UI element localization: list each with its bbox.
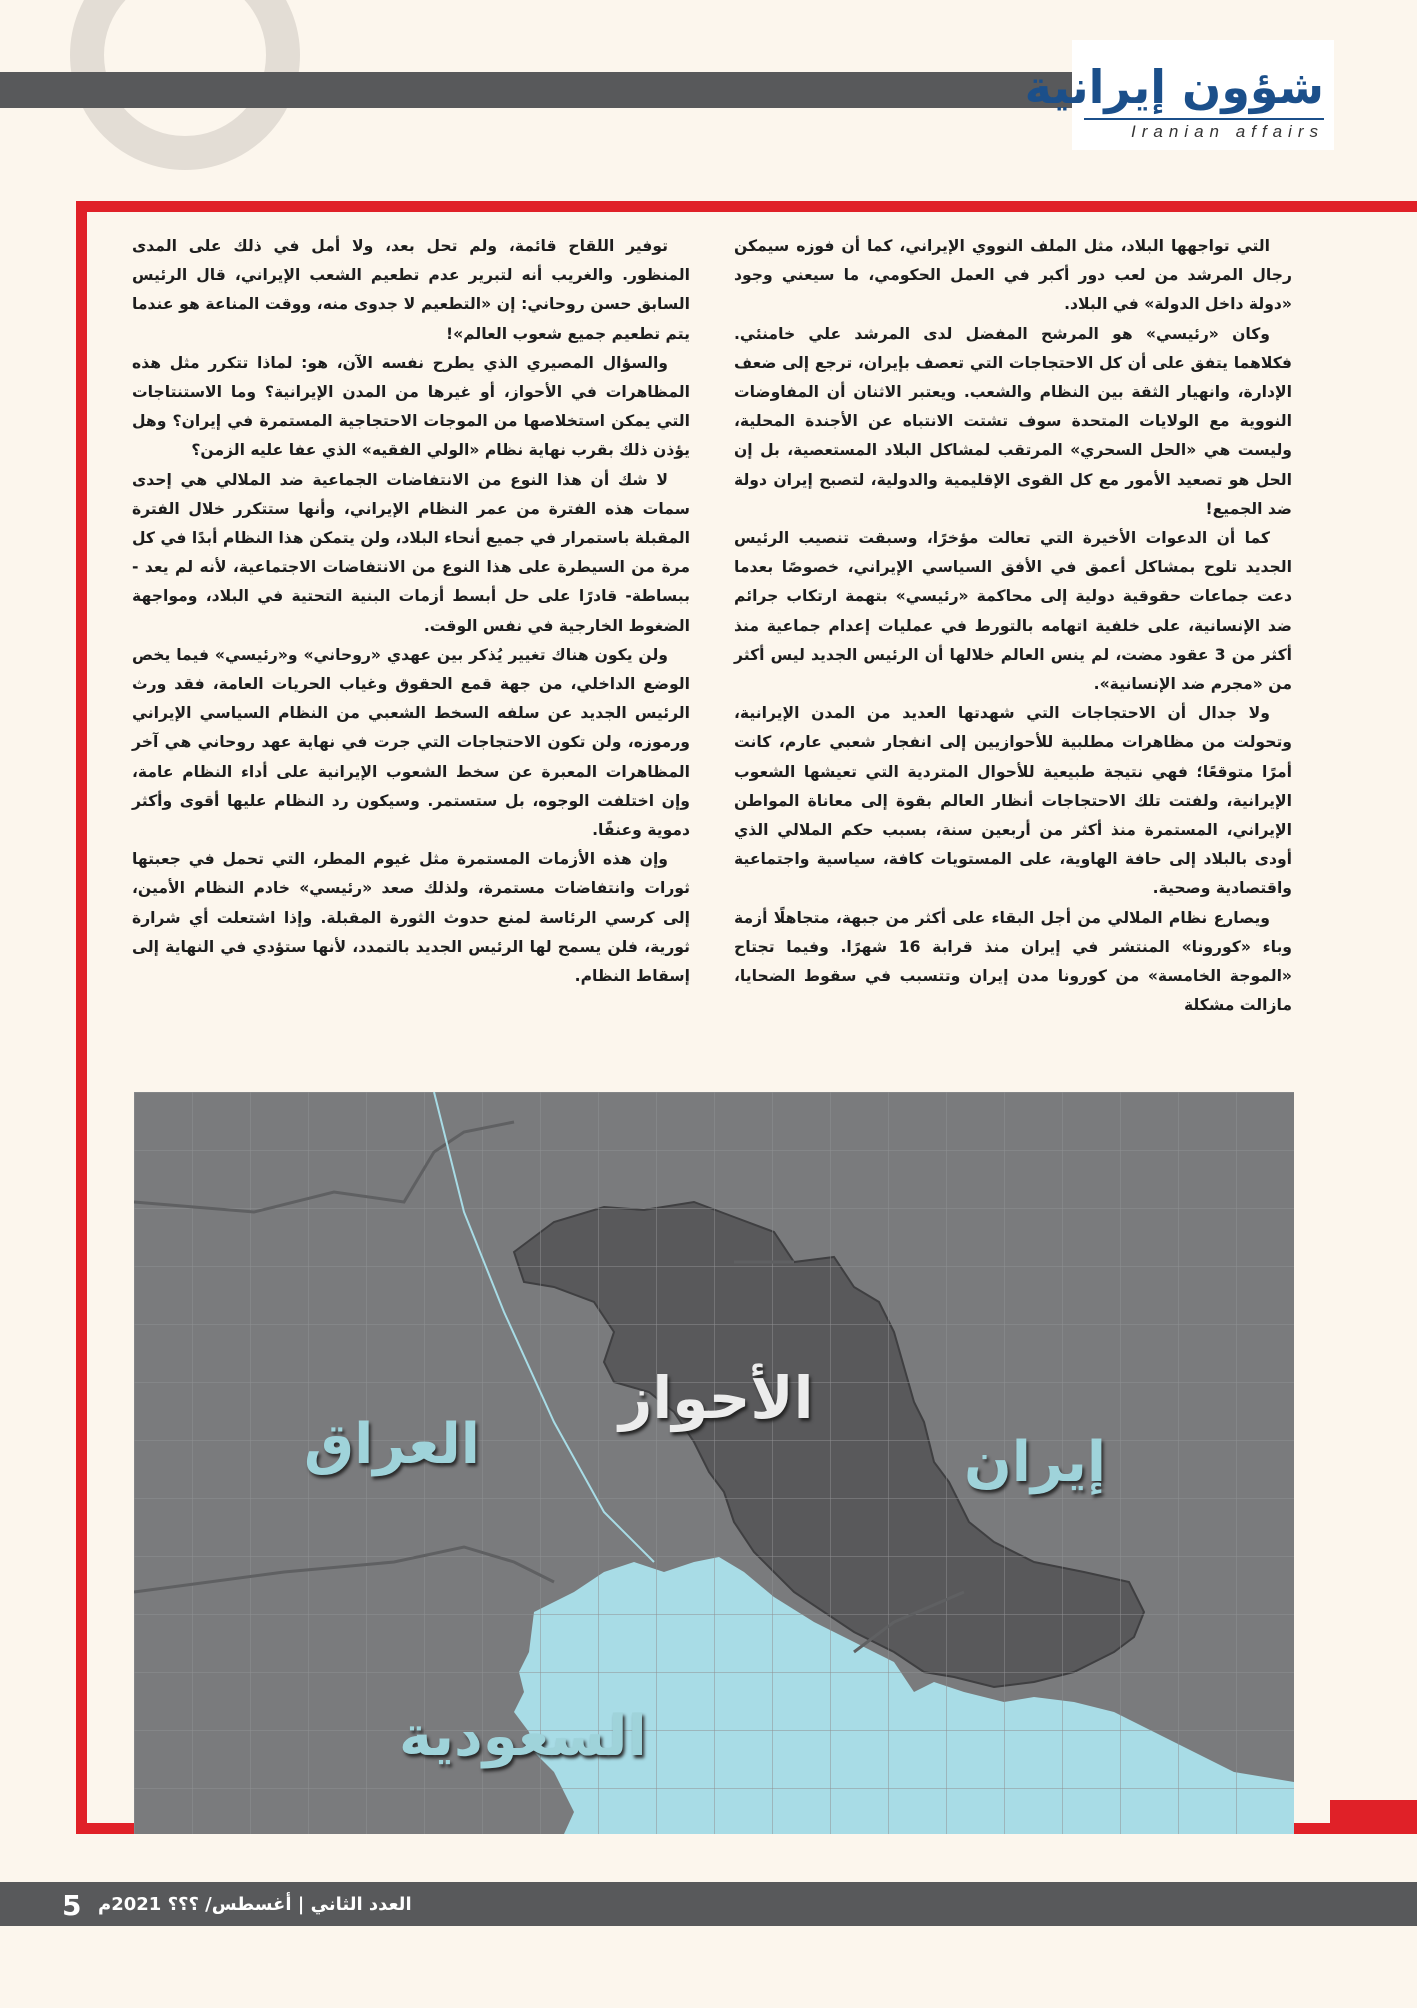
paragraph: وكان «رئيسي» هو المرشح المفضل لدى المرشد علي خامنئي. فكلاهما يتفق على أن كل الاحتجاجات التي تعصف بإيران، ترجع إلى ضعف الإدارة، وانهيار الثقة بين النظام والشعب. ويعتبر الاثنان أن المفاوضات النووية مع الولايات المتحدة سوف تشتت الانتباه عن الأجندة المحلية، وليست هي «الحل السحري» المرتقب لمشاكل البلاد المستعصية، بل إن الحل هو تصعيد الأمور مع كل القوى الإقليمية والدولية، لتصبح إيران دولة ضد الجميع! (734, 324, 1292, 518)
article-column-left (132, 232, 690, 1072)
page-number: 5 (62, 1889, 82, 1922)
map-label-iran: إيران (964, 1430, 1107, 1495)
frame-left (76, 201, 87, 1834)
map-label-iraq: العراق (304, 1412, 480, 1477)
logo-english: Iranian affairs (1131, 122, 1324, 141)
map-label-ahwaz: الأحواز (619, 1364, 814, 1432)
logo-arabic: شؤون إيرانية (1024, 60, 1324, 114)
paragraph: ولن يكون هناك تغيير يُذكر بين عهدي «روحاني» و«رئيسي» فيما يخص الوضع الداخلي، من جهة قمع الحقوق وغياب الحريات العامة، فقد ورث الرئيس الجديد عن سلفه السخط الشعبي من النظام السياسي الإيراني ورموزه، ولن تكون الاحتجاجات التي جرت في نهاية عهد روحاني هي آخر المظاهرات المعبرة عن سخط الشعوب الإيرانية على أداء النظام عامة، وإن اختلفت الوجوه، بل ستستمر. وسيكون رد النظام عليها أقوى وأكثر دموية وعنفًا. (132, 645, 690, 840)
paragraph: ويصارع نظام الملالي من أجل البقاء على أكثر من جبهة، متجاهلًا أزمة وباء «كورونا» المنتشر في إيران منذ قرابة 16 شهرًا. وفيما تجتاح «الموجة الخامسة» من كورونا مدن إيران وتتسبب في سقوط الضحايا، مازالت مشكلة (734, 908, 1292, 1015)
paragraph: التي تواجهها البلاد، مثل الملف النووي الإيراني، كما أن فوزه سيمكن رجال المرشد من لعب دور أكبر في العمل الحكومي، ما سيعني وجود «دولة داخل الدولة» في البلاد. (734, 237, 1292, 314)
issue-info: العدد الثاني | أغسطس/ ؟؟؟ 2021م (98, 1894, 412, 1915)
article-body (132, 232, 1292, 1072)
paragraph: وإن هذه الأزمات المستمرة مثل غيوم المطر، التي تحمل في جعبتها ثورات وانتفاضات مستمرة، ولذلك صعد «رئيسي» خادم النظام الأمين، إلى كرسي الرئاسة لمنع حدوث الثورة المقبلة. وإذا اشتعلت أي شرارة ثورية، فلن يسمح لها الرئيس الجديد بالتمدد، لأنها ستؤدي في النهاية إلى إسقاط النظام. (132, 850, 690, 986)
paragraph: والسؤال المصيري الذي يطرح نفسه الآن، هو: لماذا تتكرر مثل هذه المظاهرات في الأحواز، أو غيرها من المدن الإيرانية؟ وما الاستنتاجات التي يمكن استخلاصها من الموجات الاحتجاجية المستمرة في إيران؟ وهل يؤذن ذلك بقرب نهاية نظام «الولي الفقيه» الذي عفا عليه الزمن؟ (132, 353, 690, 460)
paragraph: كما أن الدعوات الأخيرة التي تعالت مؤخرًا، وسبقت تنصيب الرئيس الجديد تلوح بمشاكل أعمق في الأفق السياسي الإيراني، خصوصًا بعدما دعت جماعات حقوقية دولية إلى محاكمة «رئيسي» بتهمة ارتكاب جرائم ضد الإنسانية، على خلفية اتهامه بالتورط في عمليات إعدام جماعية منذ أكثر من 3 عقود مضت، لم ينس العالم خلالها أن الرئيس الجديد ليس أكثر من «مجرم ضد الإنسانية». (734, 529, 1292, 694)
frame-top (76, 201, 1417, 212)
paragraph: ولا جدال أن الاحتجاجات التي شهدتها العديد من المدن الإيرانية، وتحولت من مظاهرات مطلبية للأحوازيين إلى انفجار شعبي عارم، كانت أمرًا متوقعًا؛ فهي نتيجة طبيعية للأحوال المتردية التي تعيشها الشعوب الإيرانية، ولفتت تلك الاحتجاجات أنظار العالم بقوة إلى معاناة المواطن الإيراني، المستمرة منذ أكثر من أربعين سنة، بسبب حكم الملالي الذي أودى بالبلاد إلى حافة الهاوية، على المستويات كافة، سياسية واجتماعية واقتصادية وصحية. (734, 704, 1292, 898)
magazine-logo (1024, 40, 1334, 150)
header-band (0, 72, 1075, 108)
article-column-right (734, 232, 1292, 1072)
paragraph: توفير اللقاح قائمة، ولم تحل بعد، ولا أمل في ذلك على المدى المنظور. والغريب أنه لتبرير عدم تطعيم الشعب الإيراني، قال الرئيس السابق حسن روحاني: إن «التطعيم لا جدوى منه، ووقت المناعة هو عندما يتم تطعيم جميع شعوب العالم»! (132, 237, 690, 343)
frame-corner (1330, 1800, 1417, 1834)
map-label-saudi: السعودية (399, 1704, 647, 1769)
paragraph: لا شك أن هذا النوع من الانتفاضات الجماعية ضد الملالي هي إحدى سمات هذه الفترة من عمر النظام الإيراني، وأنها ستتكرر خلال الفترة المقبلة باستمرار في جميع أنحاء البلاد، ولن يتمكن هذا النظام أبدًا في كل مرة من السيطرة على هذا النوع من الانتفاضات الاجتماعية، لأنه لم يعد - ببساطة- قادرًا على حل أبسط أزمات البنية التحتية في البلاد، ومواجهة الضغوط الخارجية في نفس الوقت. (132, 470, 690, 635)
region-map (134, 1092, 1294, 1834)
logo-underline (1084, 118, 1324, 120)
